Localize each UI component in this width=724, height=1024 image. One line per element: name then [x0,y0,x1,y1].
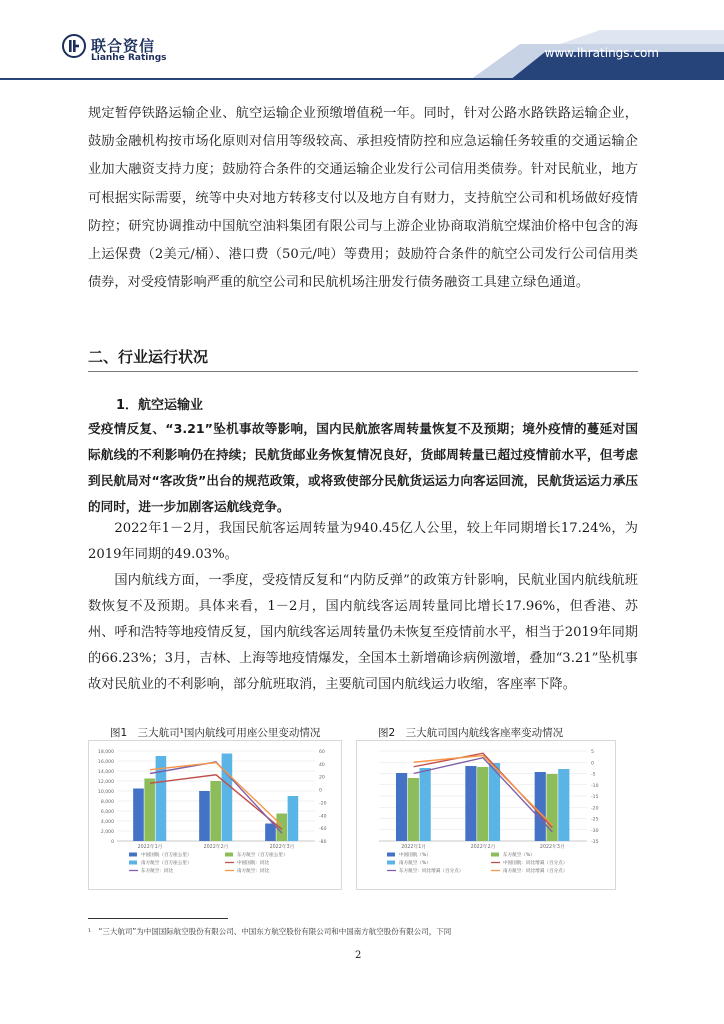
figure-1-caption: 图1 三大航司¹国内航线可用座公里变动情况 [110,727,321,739]
legend-swatch [129,861,137,865]
legend-label: 中国国航：同比 [237,861,270,866]
y2-tick-label: 20 [319,775,325,781]
legend-label: 南方航空（百万座公里） [141,861,192,866]
y2-tick-label: 0 [591,761,594,767]
bar-1 [133,789,144,842]
website-link[interactable]: www.lhratings.com [544,46,659,60]
legend-label: 东方航空（%） [503,853,535,858]
y2-tick-label: -35 [591,840,599,845]
y2-tick-label: 60 [319,750,325,755]
y2-tick-label: -60 [319,827,327,833]
paragraph-summary: 受疫情反复、“3.21”坠机事故等影响，国内民航旅客周转量恢复不及预期；境外疫情的蔓延对国际航线的不利影响仍在持续；民航货邮业务恢复情况良好，货邮周转量已超过疫情前水平，但考虑到民航局对“客改货”出台的规范政策，或将致使部分民航货运运力向客运回流，民航货运运力承压的同时，进一步加剧客运航线竞争。 [88,421,638,514]
x-tick-label: 2022年3月 [269,845,295,850]
x-tick-label: 2022年1月 [401,845,427,850]
x-tick-label: 2022年2月 [203,845,229,850]
x-tick-label: 2022年1月 [137,845,163,850]
figure-2-caption: 图2 三大航司国内航线客座率变动情况 [378,727,564,739]
y-tick-label: 14,000 [97,770,114,775]
bar-1 [535,772,546,841]
figure-2-chart [356,740,616,890]
paragraph-domestic-routes: 国内航线方面，一季度，受疫情反复和“内防反弹”的政策方针影响，民航业国内航线航班数恢复不及预期。具体来看，1－2月，国内航线客运周转量同比增长17.96%，但香港、苏州、呼和浩特等地疫情反复，国内航线客运周转量仍未恢复至疫情前水平，相当于2019年同期的66.23%；3月，吉林、上海等地疫情爆发，全国本土新增确诊病例激增，叠加“3.21”坠机事故对民航业的不利影响，部分航班取消，主要航司国内航线运力收缩，客座率下降。 [88,573,638,692]
bar-2 [210,781,221,841]
y-tick-label: 10,000 [97,790,114,795]
bar-1 [465,766,476,841]
chart-1-svg [89,741,341,889]
brand-name-en: Lianhe Ratings [91,53,167,63]
legend-label: 南方航空：同比增减（百分点） [503,869,568,874]
y2-tick-label: -20 [591,806,599,812]
legend-label: 东方航空（百万座公里） [237,853,288,858]
bar-1 [199,791,210,841]
legend-label: 南方航空（%） [399,861,431,866]
y2-tick-label: -30 [591,828,599,834]
bar-3 [558,769,569,841]
paragraph-passenger-turnover: 2022年1－2月，我国民航客运周转量为940.45亿人公里，较上年同期增长17.24%，为2019年同期的49.03%。 [88,521,638,562]
legend-swatch [225,853,233,857]
bar-2 [477,767,488,841]
bar-1 [396,773,407,841]
legend-label: 中国国航（百万座公里） [141,853,192,858]
section-title: 二、行业运行状况 [88,348,209,366]
bar-3 [288,796,299,841]
y2-tick-label: -20 [319,801,327,807]
y2-tick-label: -25 [591,817,599,823]
legend-label: 中国国航：同比增减（百分点） [503,861,568,866]
legend-label: 东方航空：同比 [141,869,174,874]
x-tick-label: 2022年2月 [470,845,496,850]
y2-tick-label: -80 [319,840,327,845]
y2-tick-label: -15 [591,795,599,800]
y-tick-label: 16,000 [97,760,114,765]
y-tick-label: 4,000 [100,820,114,825]
y-tick-label: 12,000 [97,780,114,785]
y2-tick-label: -5 [591,772,596,778]
figure-1-chart [88,740,342,890]
legend-label: 南方航空：同比 [237,869,270,874]
bar-3 [222,754,233,842]
bar-2 [276,814,287,842]
section-divider [88,371,638,372]
legend-swatch [387,853,395,857]
y-tick-label: 6,000 [100,810,114,815]
page-number: 2 [355,950,362,961]
y-tick-label: 8,000 [100,800,114,805]
y2-tick-label: 40 [319,762,325,768]
y2-tick-label: 5 [591,750,594,755]
y-tick-label: 18,000 [97,750,114,755]
legend-label: 东方航空：同比增减（百分点） [399,869,464,874]
y-tick-label: 2,000 [100,830,114,835]
lianhe-logo-icon [62,34,86,58]
x-tick-label: 2022年3月 [539,845,565,850]
y-tick-label: 0 [111,840,114,845]
legend-label: 中国国航（%） [399,853,431,858]
subsection-title: 1．航空运输业 [116,398,204,413]
paragraph-policy: 规定暂停铁路运输企业、航空运输企业预缴增值税一年。同时，针对公路水路铁路运输企业，鼓励金融机构按市场化原则对信用等级较高、承担疫情防控和应急运输任务较重的交通运输企业加大融资支持力度；鼓励符合条件的交通运输企业发行公司信用类债券。针对民航业，地方可根据实际需要，统等中央对地方转移支付以及地方自有财力，支持航空公司和机场做好疫情防控；研究协调推动中国航空油料集团有限公司与上游企业协商取消航空煤油价格中包含的海上运保费（2美元/桶）、港口费（50元/吨）等费用；鼓励符合条件的航空公司发行公司信用类债券，对受疫情影响严重的航空公司和民航机场注册发行债务融资工具建立绿色通道。 [88,106,638,291]
legend-swatch [387,861,395,865]
legend-swatch [129,853,137,857]
page-header [0,0,724,80]
bar-2 [408,778,419,841]
brand-name-cn: 联合资信 [91,37,156,55]
chart-2-svg [357,741,615,889]
y2-tick-label: 0 [319,788,322,794]
footnote-divider [88,918,228,919]
y2-tick-label: -10 [591,783,599,789]
bar-2 [144,779,155,842]
bar-3 [420,768,431,841]
y2-tick-label: -40 [319,814,327,820]
footnote: ¹ “三大航司”为中国国际航空股份有限公司、中国东方航空股份有限公司和中国南方航空股份有限公司，下同 [88,927,452,936]
legend-swatch [491,853,499,857]
bar-1 [265,824,276,842]
